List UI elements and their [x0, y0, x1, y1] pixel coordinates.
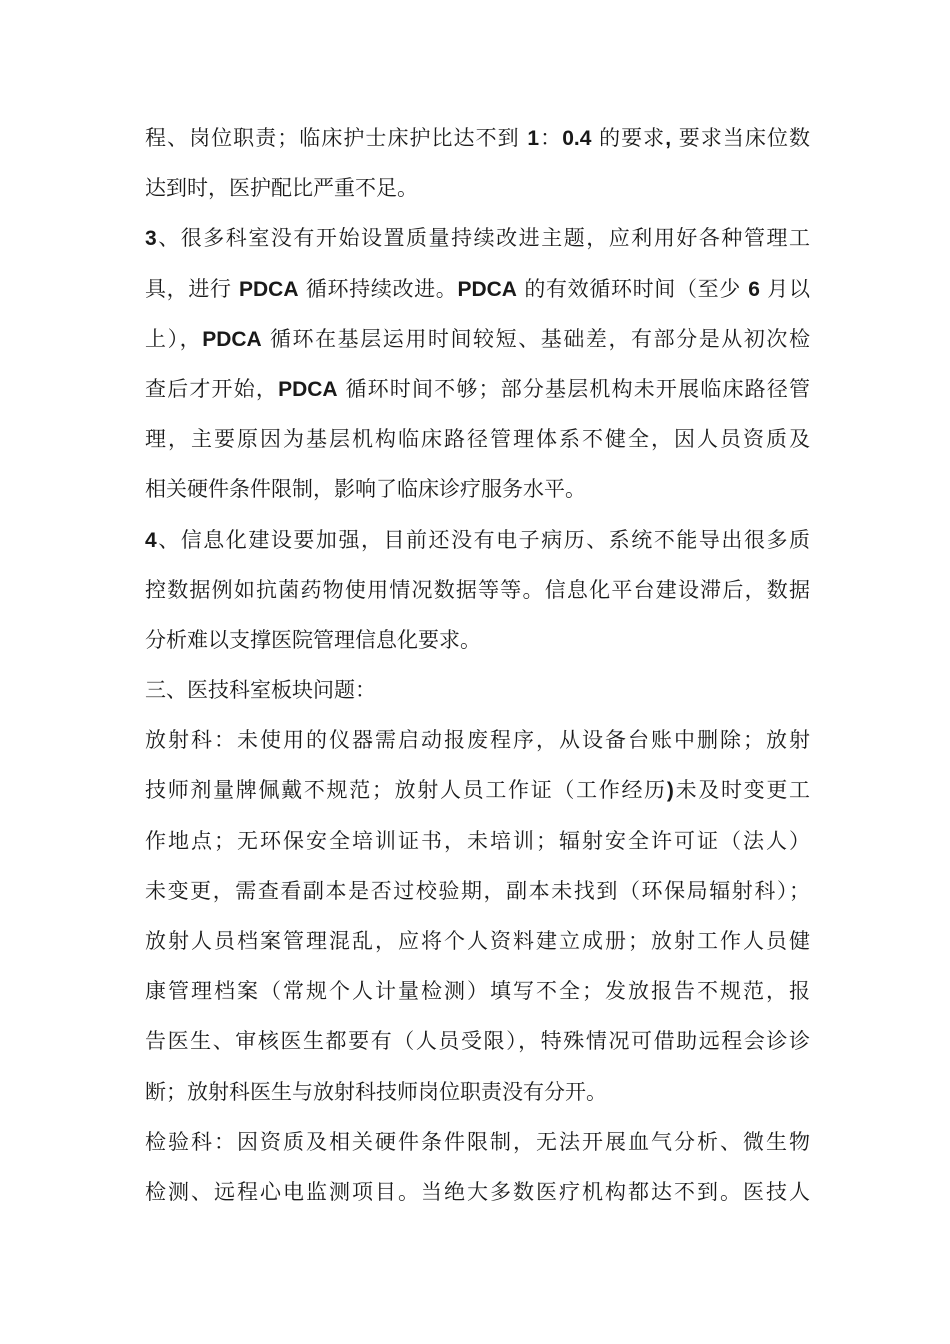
text-line: [145, 1167, 810, 1217]
text-segment: 理，主要原因为基层机构临床路径管理体系不健全，因人员资质及: [145, 427, 810, 452]
text-segment: 康管理档案（常规个人计量检测）填写不全；发放报告不规范，报: [145, 979, 810, 1004]
text-line: [145, 866, 810, 916]
text-segment: 三、医技科室板块问题：: [145, 678, 376, 703]
text-line: [145, 264, 810, 314]
text-line: [145, 715, 810, 765]
text-line: [145, 816, 810, 866]
text-segment: PDCA: [457, 277, 517, 301]
text-line: [145, 364, 810, 414]
text-line: [145, 966, 810, 1016]
text-line: [145, 765, 810, 815]
text-segment: 程、岗位职责；临床护士床护比达不到: [145, 126, 528, 150]
text-segment: 断；放射科医生与放射科技师岗位职责没有分开。: [145, 1079, 607, 1104]
text-line: [145, 414, 810, 464]
text-line: [145, 515, 810, 565]
text-segment: 放射人员档案管理混乱，应将个人资料建立成册；放射工作人员健: [145, 929, 810, 953]
text-segment: 要求当床位数: [671, 126, 810, 150]
text-segment: 1: [527, 127, 540, 150]
text-segment: PDCA: [202, 327, 262, 351]
text-segment: 的要求: [591, 126, 666, 150]
text-segment: ): [666, 779, 674, 803]
text-segment: 未变更，需查看副本是否过校验期，副本未找到（环保局辐射科）；: [145, 878, 810, 903]
text-segment: 0.4: [562, 127, 592, 150]
text-segment: 的有效循环时间（至少: [516, 276, 749, 301]
text-segment: 循环在基层运用时间较短、基础差，有部分是从初次检: [261, 326, 810, 351]
text-segment: ：: [539, 126, 563, 150]
text-segment: 4: [145, 528, 157, 552]
text-line: [145, 113, 810, 163]
text-segment: 查后才开始，: [145, 376, 279, 401]
text-line: [145, 163, 810, 213]
text-line: [145, 916, 810, 966]
text-segment: 相关硬件条件限制，影响了临床诊疗服务水平。: [145, 477, 586, 502]
text-line: [145, 213, 810, 263]
text-line: [145, 1016, 810, 1066]
text-segment: 3: [145, 227, 157, 251]
text-segment: 上），: [145, 326, 203, 351]
text-line: [145, 464, 810, 514]
text-segment: 技师剂量牌佩戴不规范；放射人员工作证（工作经历: [145, 778, 667, 803]
text-segment: 达到时，医护配比严重不足。: [145, 176, 418, 201]
text-segment: 分析难以支撑医院管理信息化要求。: [145, 627, 481, 652]
text-line: [145, 615, 810, 665]
text-segment: 检测、远程心电监测项目。当绝大多数医疗机构都达不到。医技人: [145, 1179, 810, 1204]
text-segment: 控数据例如抗菌药物使用情况数据等等。信息化平台建设滞后，数据: [145, 577, 810, 602]
text-segment: 具，进行: [145, 276, 239, 301]
text-segment: PDCA: [278, 377, 338, 401]
text-line: [145, 565, 810, 615]
text-segment: 告医生、审核医生都要有（人员受限），特殊情况可借助远程会诊诊: [145, 1029, 810, 1054]
text-segment: 循环时间不够；部分基层机构未开展临床路径管: [337, 376, 810, 401]
text-segment: 放射科：未使用的仪器需启动报废程序，从设备台账中删除；放射: [145, 728, 810, 753]
text-segment: ,: [665, 127, 672, 150]
text-segment: 检验科：因资质及相关硬件条件限制，无法开展血气分析、微生物: [145, 1129, 810, 1154]
text-line: [145, 1117, 810, 1167]
text-line: [145, 314, 810, 364]
text-segment: 未及时变更工: [673, 778, 810, 803]
text-segment: 循环持续改进。: [298, 276, 458, 301]
body-text: [145, 113, 810, 1217]
text-segment: 月以: [759, 276, 810, 301]
text-line: [145, 1067, 810, 1117]
text-segment: 、信息化建设要加强，目前还没有电子病历、系统不能导出很多质: [156, 527, 810, 552]
text-line: [145, 665, 810, 715]
text-segment: PDCA: [238, 277, 299, 301]
text-segment: 作地点；无环保安全培训证书，未培训；辐射安全许可证（法人）: [145, 828, 810, 853]
text-segment: 、很多科室没有开始设置质量持续改进主题，应利用好各种管理工: [156, 226, 810, 251]
text-segment: 6: [748, 277, 760, 301]
